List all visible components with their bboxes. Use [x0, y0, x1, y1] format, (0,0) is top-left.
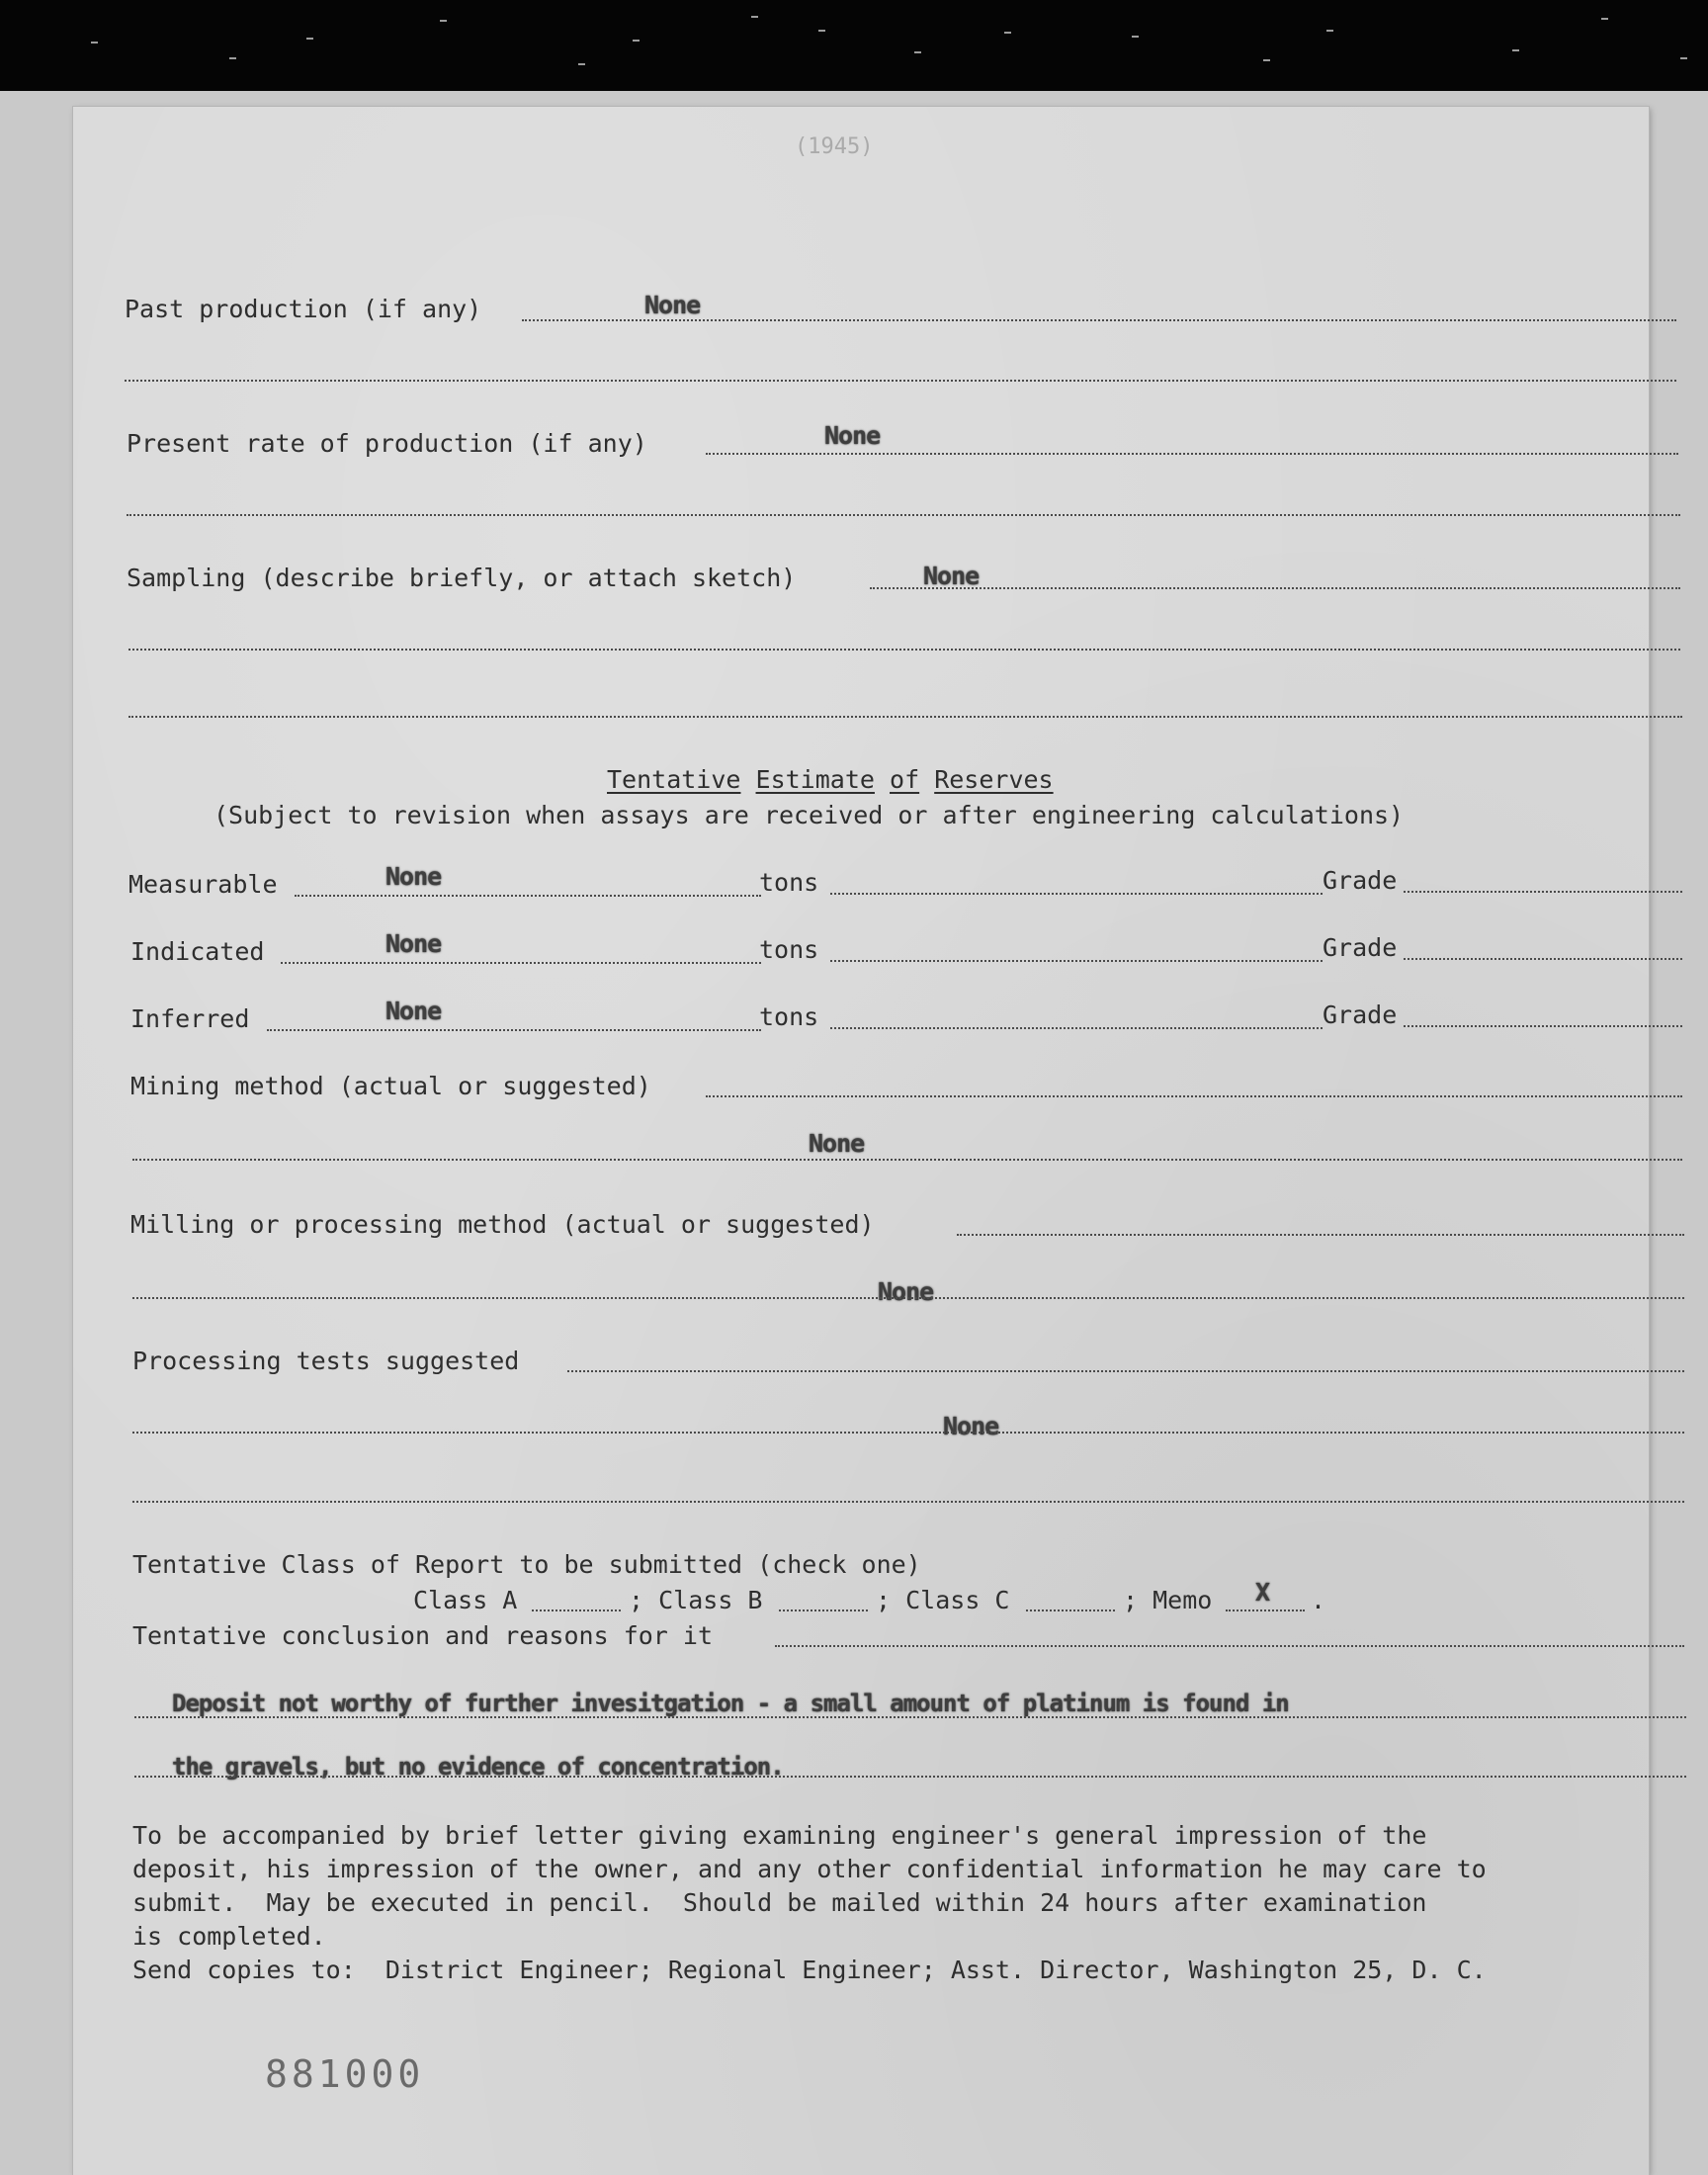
milling-method-label: Milling or processing method (actual or suggested) [130, 1210, 875, 1239]
class-b-label: ; Class B [629, 1586, 763, 1614]
inferred-tons-label: tons [759, 1002, 819, 1031]
inferred-grade-line [830, 1027, 1323, 1029]
instructions-line-2: deposit, his impression of the owner, and any other confidential information he may care to [132, 1855, 1487, 1883]
sampling-value: None [923, 562, 980, 590]
memo-period: . [1311, 1586, 1326, 1614]
conclusion-line [775, 1645, 1684, 1647]
inferred-grade-label: Grade [1323, 1000, 1398, 1029]
instructions-line-3: submit. May be executed in pencil. Should be mailed within 24 hours after examination [132, 1888, 1427, 1917]
class-a-label: Class A [413, 1586, 518, 1614]
measurable-grade-value-line [1404, 891, 1682, 893]
conclusion-text-line-1: Deposit not worthy of further invesitgation - a small amount of platinum is found in [172, 1690, 1289, 1717]
indicated-tons-label: tons [759, 935, 819, 964]
sampling-line [870, 587, 1680, 589]
present-rate-label: Present rate of production (if any) [127, 429, 647, 458]
processing-tests-line-2 [132, 1432, 1684, 1434]
processing-tests-line [567, 1370, 1684, 1372]
conclusion-label: Tentative conclusion and reasons for it [132, 1621, 713, 1650]
class-a-line [532, 1610, 621, 1611]
class-c-label: ; Class C [876, 1586, 1010, 1614]
milling-method-value: None [878, 1277, 934, 1306]
past-production-label: Past production (if any) [125, 295, 482, 323]
present-rate-line-2 [127, 514, 1680, 516]
inferred-grade-value-line [1404, 1025, 1682, 1027]
milling-method-line [957, 1234, 1684, 1236]
measurable-value: None [385, 862, 442, 891]
class-c-line [1026, 1610, 1115, 1611]
past-production-line-2 [125, 380, 1676, 382]
memo-mark: X [1255, 1578, 1270, 1607]
sampling-line-3 [128, 716, 1682, 718]
indicated-label: Indicated [130, 937, 265, 966]
serial-number: 881000 [265, 2052, 425, 2096]
indicated-tons-line [281, 962, 761, 964]
inferred-tons-line [267, 1029, 761, 1031]
mining-method-line-2 [132, 1159, 1682, 1161]
past-production-value: None [644, 291, 701, 319]
inferred-value: None [385, 997, 442, 1025]
measurable-tons-label: tons [759, 868, 819, 897]
send-copies-line: Send copies to: District Engineer; Regional Engineer; Asst. Director, Washington 25, D. C. [132, 1956, 1487, 1984]
inferred-label: Inferred [130, 1004, 250, 1033]
conclusion-line-3 [134, 1776, 1686, 1778]
instructions-line-1: To be accompanied by brief letter giving examining engineer's general impression of the [132, 1821, 1427, 1850]
processing-tests-line-3 [132, 1501, 1684, 1503]
report-class-label: Tentative Class of Report to be submitted (check one) [132, 1550, 921, 1579]
processing-tests-label: Processing tests suggested [132, 1347, 520, 1375]
memo-line [1226, 1610, 1305, 1611]
indicated-grade-value-line [1404, 958, 1682, 960]
conclusion-text-line-2: the gravels, but no evidence of concentration. [172, 1753, 784, 1781]
processing-tests-value: None [943, 1412, 999, 1440]
reserves-title: Tentative Estimate of Reserves [607, 765, 1054, 794]
instructions-line-4: is completed. [132, 1922, 326, 1951]
sampling-label: Sampling (describe briefly, or attach sketch) [127, 564, 797, 592]
measurable-grade-label: Grade [1323, 866, 1398, 895]
scanner-border [0, 0, 1708, 91]
present-rate-line [706, 453, 1678, 455]
sampling-line-2 [128, 649, 1680, 651]
mining-method-value: None [809, 1129, 865, 1158]
bleed-through-text: (1945) [795, 134, 874, 159]
conclusion-line-2 [134, 1716, 1686, 1718]
indicated-grade-line [830, 960, 1323, 962]
measurable-label: Measurable [128, 870, 278, 899]
milling-method-line-2 [132, 1297, 1684, 1299]
form-page [73, 107, 1649, 2175]
class-b-line [779, 1610, 868, 1611]
indicated-value: None [385, 929, 442, 958]
reserves-subtitle: (Subject to revision when assays are received or after engineering calculations) [214, 801, 1405, 829]
mining-method-label: Mining method (actual or suggested) [130, 1072, 651, 1100]
mining-method-line [706, 1095, 1682, 1097]
measurable-grade-line [830, 893, 1323, 895]
memo-label: ; Memo [1123, 1586, 1213, 1614]
present-rate-value: None [824, 421, 881, 450]
measurable-tons-line [295, 895, 761, 897]
indicated-grade-label: Grade [1323, 933, 1398, 962]
